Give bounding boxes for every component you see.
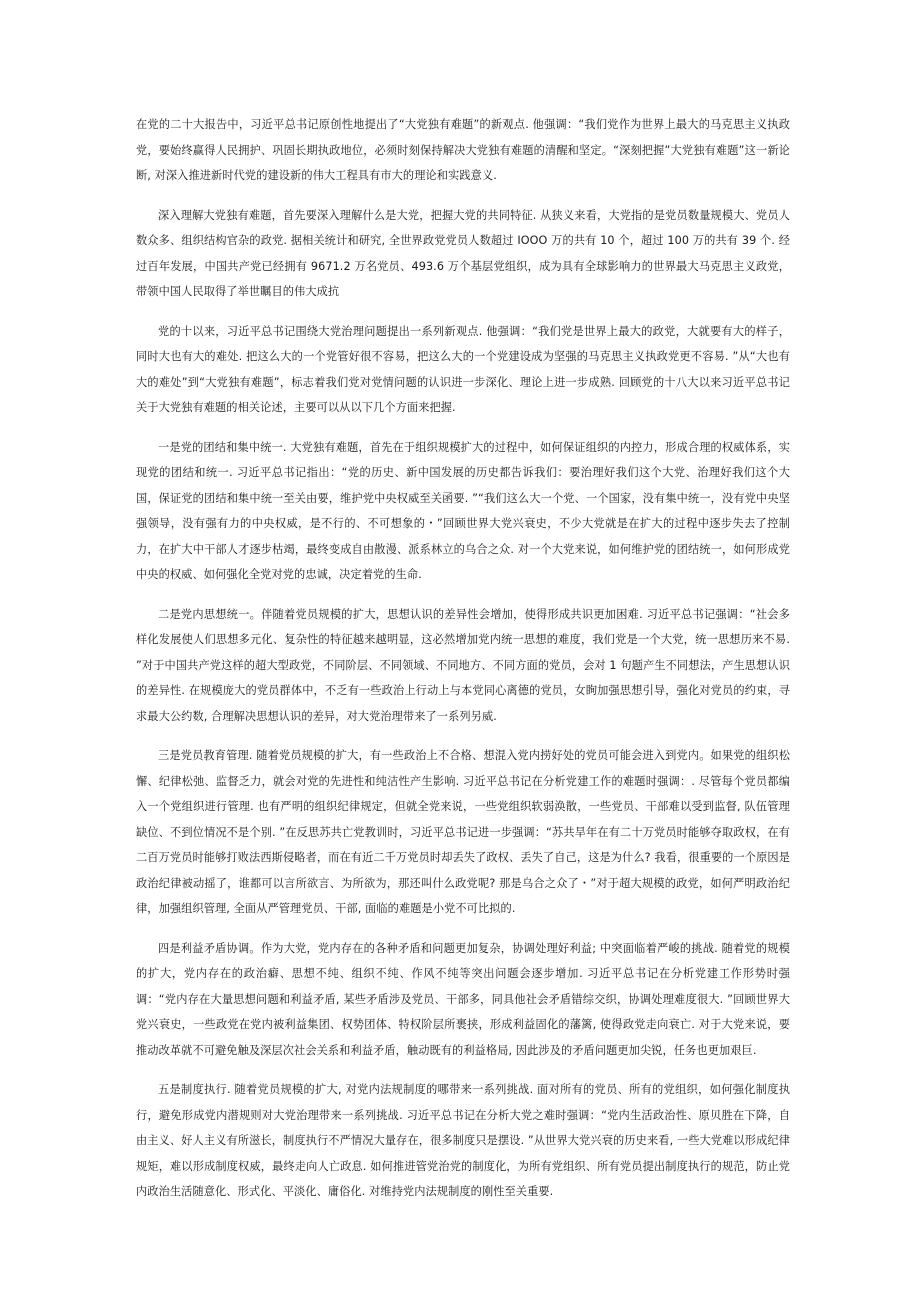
paragraph-point-one-unity: 一是党的团结和集中统一. 大党独有难题，首先在于组织规模扩大的过程中，如何保证组织的内控力，形成合理的权威体系，实现党的团结和统一. 习近平总书记指出：“党的历史、新中国发展的历史都告诉我们：要治理好我们这个大党、治理好我们这个大国，保证党的团结和集中统一至关由要，维护党中央权威至关函要. ”“我们这么大一个党、一个国家，没有集中统一，没有党中央坚强领导，没有强有力的中央权威，是不行的、不可想象的・”回顾世界大党兴衰史，不少大党就是在扩大的过程中逐步失去了控制力，在扩大中干部人才逐步枯竭，最终变成自由散漫、派系林立的乌合之众. 对一个大党来说，如何维护党的团结统一，如何形成党中央的权威、如何强化全党对党的忠诚，决定着党的生命. <box>136 440 790 581</box>
paragraph-point-five-institutions: 五是制度执行. 随着党员规模的扩大, 对党内法规制度的哪带来一系列挑战. 面对所有的党员、所有的党组织，如何强化制度执行，避免形成党内潜规则对大党治理带来一系列挑战. 习近平总书记在分析大党之难时强调：“党内生活政治性、原贝胜在下降，自由主义、好人主义有所滋长，制度执行不严情况大量存在，很多制度只是摆设. ”从世界大党兴衰的历史来看, 一些大党难以形成纪律规矩，难以形成制度权威，最终走向人亡政息. 如何推进管党治党的制度化，为所有党组织、所有党员提出制度执行的规范，防止党内政治生活随意化、形式化、平淡化、庸俗化. 对维持党内法规制度的刚性至关重要. <box>136 1083 790 1198</box>
paragraph-point-two-ideology: 二是党内思想统一。伴随着党员规模的扩大，思想认识的差异性会增加，使得形成共识更加困难. 习近平总书记强调：“社会多样化发展使人们思想多元化、复杂性的特征越来越明显，这必然增加党内统一思想的难度，我们党是一个大党，统一思想历来不易. ”对于中国共产党这样的超大型政党，不同阶层、不同领域、不同地方、不同方面的党员，会对 1 句题产生不同想法，产生思想认识的差异性. 在规模庞大的党员群体中，不乏有一些政治上行动上与本党同心离德的党员，女眴加强思想引导，强化对党员的约束，寻求最大公约数, 合理解决思想认识的差异，对大党治理带来了一系列另威. <box>136 607 790 723</box>
document-body <box>136 112 790 1205</box>
paragraph-point-three-education: 三是党员教育管理. 随着党员规模的扩大，有一些政治上不合格、想混入党内捞好处的党员可能会进入到党内。如果党的组织松懈、纪律松弛、监督乏力，就会对党的先进性和纯洁性产生影响. 习近平总书记在分析党建工作的难题时强调：. 尽管每个党员都编入一个党组织进行管理. 也有严明的组织纪律规定，但就全党来说，一些党组织软弱涣散，一些党员、干部难以受到监督, 队伍管理缺位、不到位情况不是个别. ”在反思苏共亡党教训时，习近平总书记进一步强调：“苏共旱年在有二十万党员时能够夺取政权，在有二百万党员时能够打败法西斯侵略者，而在有近二千万党员时却丢失了政权、丢失了自己，这是为什么? 我看，很重要的一个原因是政治纪律被动摇了，谁都可以言所欲言、为所欲为，那还叫什么政党呢? 那是乌合之众了・”对于超大规模的政党，如何严明政治纪律，加强组织管理, 全面从严管理党员、干部, 面临的难题是小党不可比拟的. <box>136 749 790 915</box>
paragraph-intro: 在党的二十大报告中，习近平总书记原创性地提出了“大党独有难题”的新观点. 他强调：“我们党作为世界上最大的马克思主义执政党，要始终赢得人民拥护、巩固长期执政地位，必须时刻保持解决大党独有难题的清醒和坚定。“深刻把握”大党独有难题”这一新论断, 对深入推进新时代党的建设新的伟大工程具有市大的理论和实践意义. <box>136 118 790 182</box>
paragraph-point-four-interests: 四是利益矛盾协调。作为大党，党内存在的各种矛盾和问题更加复杂，协调处理好利益; 中突面临着严峻的挑战. 随着党的规模的扩大，党内存在的政治癖、思想不纯、组织不纯、作风不纯等突出问题会逐步增加. 习近平总书记在分析党建工作形势时强调：“党内存在大量思想问题和利益矛盾, 某些矛盾涉及党员、干部多，同具他社会矛盾错综交织，协调处理难度很大. ”回顾世界大党兴衰史，一些政党在党内被利益集团、权势团体、特权阶层所裹挟，形成利益固化的藩篱, 使得政党走向衰亡. 对于大党来说，要推动改革就不可避免触及深层次社会关系和利益矛盾，触动既有的利益格局, 因此涉及的矛盾问题更加尖锐，任务也更加艰巨. <box>136 941 790 1057</box>
paragraph-since-eighteenth-congress: 党的十以来，习近平总书记围绕大党治理问题提出一系列新观点. 他强调：“我们党是世界上最大的政党，大就要有大的样子，同时大也有大的难处. 把这么大的一个党管好很不容易，把这么大的一个党建设成为坚强的马克思主义执政党更不容易. ”从“大也有大的难处”到“大党独有难题”，标志着我们党对党情问题的认识进一步深化、理论上进一步成熟. 回顾党的十八大以来习近平总书记关于大党独有难题的相关论述，主要可以从以下几个方面来把握. <box>136 324 790 414</box>
paragraph-understanding-big-party: 深入理解大党独有难题，首先要深入理解什么是大党，把握大党的共同特征. 从狭义来看，大党指的是党员数量规模大、党员人数众多、组织结构官杂的政党. 据相关统计和研究, 全世界政党党员人数超过 IOOO 万的共有 10 个，超过 100 万的共有 39 个. 经过百年发展，中国共产党已经拥有 9671.2 万名党员、493.6 万个基层党组织，成为具有全球影响力的世界最大马克思主义政党，带领中国人民取得了举世瞩目的伟大成抗 <box>136 208 790 298</box>
